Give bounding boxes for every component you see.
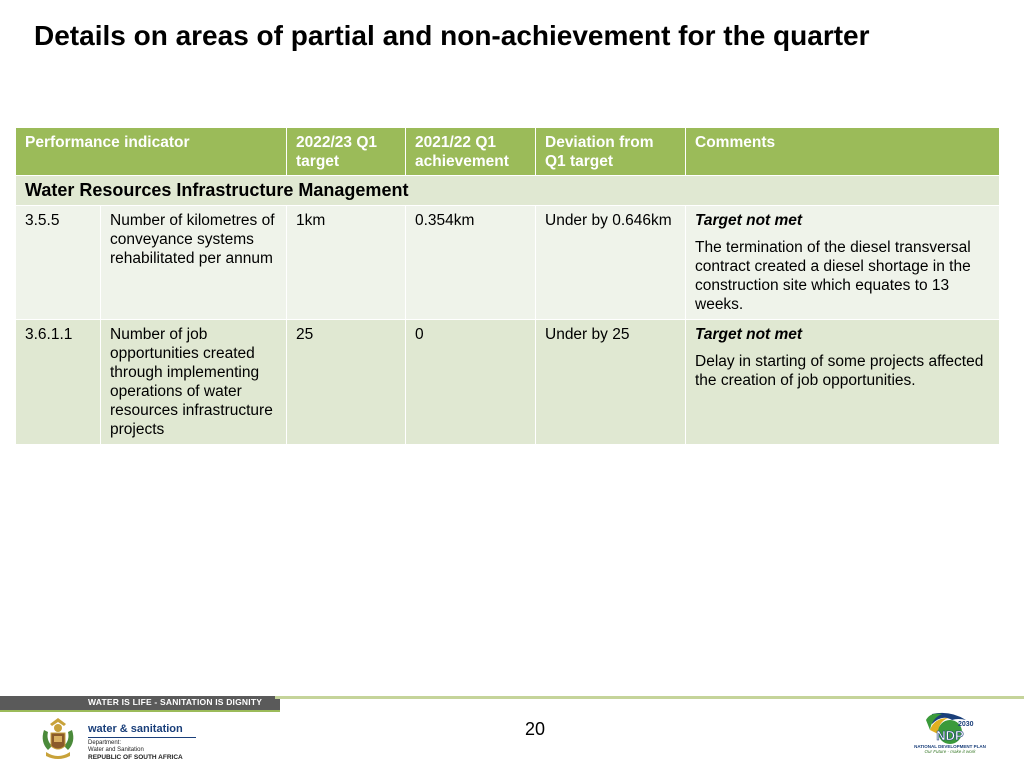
department-full-name: Water and Sanitation xyxy=(88,747,144,753)
achievement-cell: 0 xyxy=(406,320,536,445)
table-row xyxy=(16,206,1000,320)
deviation-cell: Under by 0.646km xyxy=(536,206,686,320)
ndp-slogan: Our Future - make it work xyxy=(924,749,976,754)
ndp-caption xyxy=(908,744,992,754)
header-deviation: Deviation from Q1 target xyxy=(536,128,686,176)
page-number: 20 xyxy=(525,719,546,739)
department-rule xyxy=(88,737,196,738)
performance-table xyxy=(15,127,1000,445)
indicator-description: Number of job opportunities created through implementing operations of water resources infrastructure projects xyxy=(101,320,287,445)
header-q1-target: 2022/23 Q1 target xyxy=(287,128,406,176)
footer-tagline: WATER IS LIFE - SANITATION IS DIGNITY xyxy=(88,697,263,707)
department-logo xyxy=(88,723,208,761)
footer-divider-accent xyxy=(0,710,280,712)
comment-cell xyxy=(686,206,1000,320)
target-cell: 1km xyxy=(287,206,406,320)
page-title: Details on areas of partial and non-achievement for the quarter xyxy=(34,20,870,51)
target-cell: 25 xyxy=(287,320,406,445)
svg-text:NDP: NDP xyxy=(936,728,964,743)
department-country: REPUBLIC OF SOUTH AFRICA xyxy=(88,754,183,761)
table-header-row xyxy=(16,128,1000,176)
department-label: Department: xyxy=(88,740,122,746)
svg-text:2030: 2030 xyxy=(958,721,974,728)
indicator-id: 3.6.1.1 xyxy=(16,320,101,445)
comment-status: Target not met xyxy=(695,212,803,229)
header-performance-indicator: Performance indicator xyxy=(16,128,287,176)
table-row xyxy=(16,320,1000,445)
deviation-cell: Under by 25 xyxy=(536,320,686,445)
achievement-cell: 0.354km xyxy=(406,206,536,320)
comment-cell xyxy=(686,320,1000,445)
indicator-id: 3.5.5 xyxy=(16,206,101,320)
comment-text: The termination of the diesel transversal contract created a diesel shortage in the construction site which equates to 13 weeks. xyxy=(695,239,971,313)
footer-divider xyxy=(275,696,1024,699)
indicator-description: Number of kilometres of conveyance systems rehabilitated per annum xyxy=(101,206,287,320)
comment-text: Delay in starting of some projects affected the creation of job opportunities. xyxy=(695,353,984,389)
comment-status: Target not met xyxy=(695,326,803,343)
section-title: Water Resources Infrastructure Management xyxy=(16,176,1000,206)
coat-of-arms-icon xyxy=(38,716,78,762)
header-q1-achievement: 2021/22 Q1 achievement xyxy=(406,128,536,176)
ndp-name: NATIONAL DEVELOPMENT PLAN xyxy=(914,744,986,749)
table-section-row xyxy=(16,176,1000,206)
header-comments: Comments xyxy=(686,128,1000,176)
department-name: water & sanitation xyxy=(88,723,183,735)
